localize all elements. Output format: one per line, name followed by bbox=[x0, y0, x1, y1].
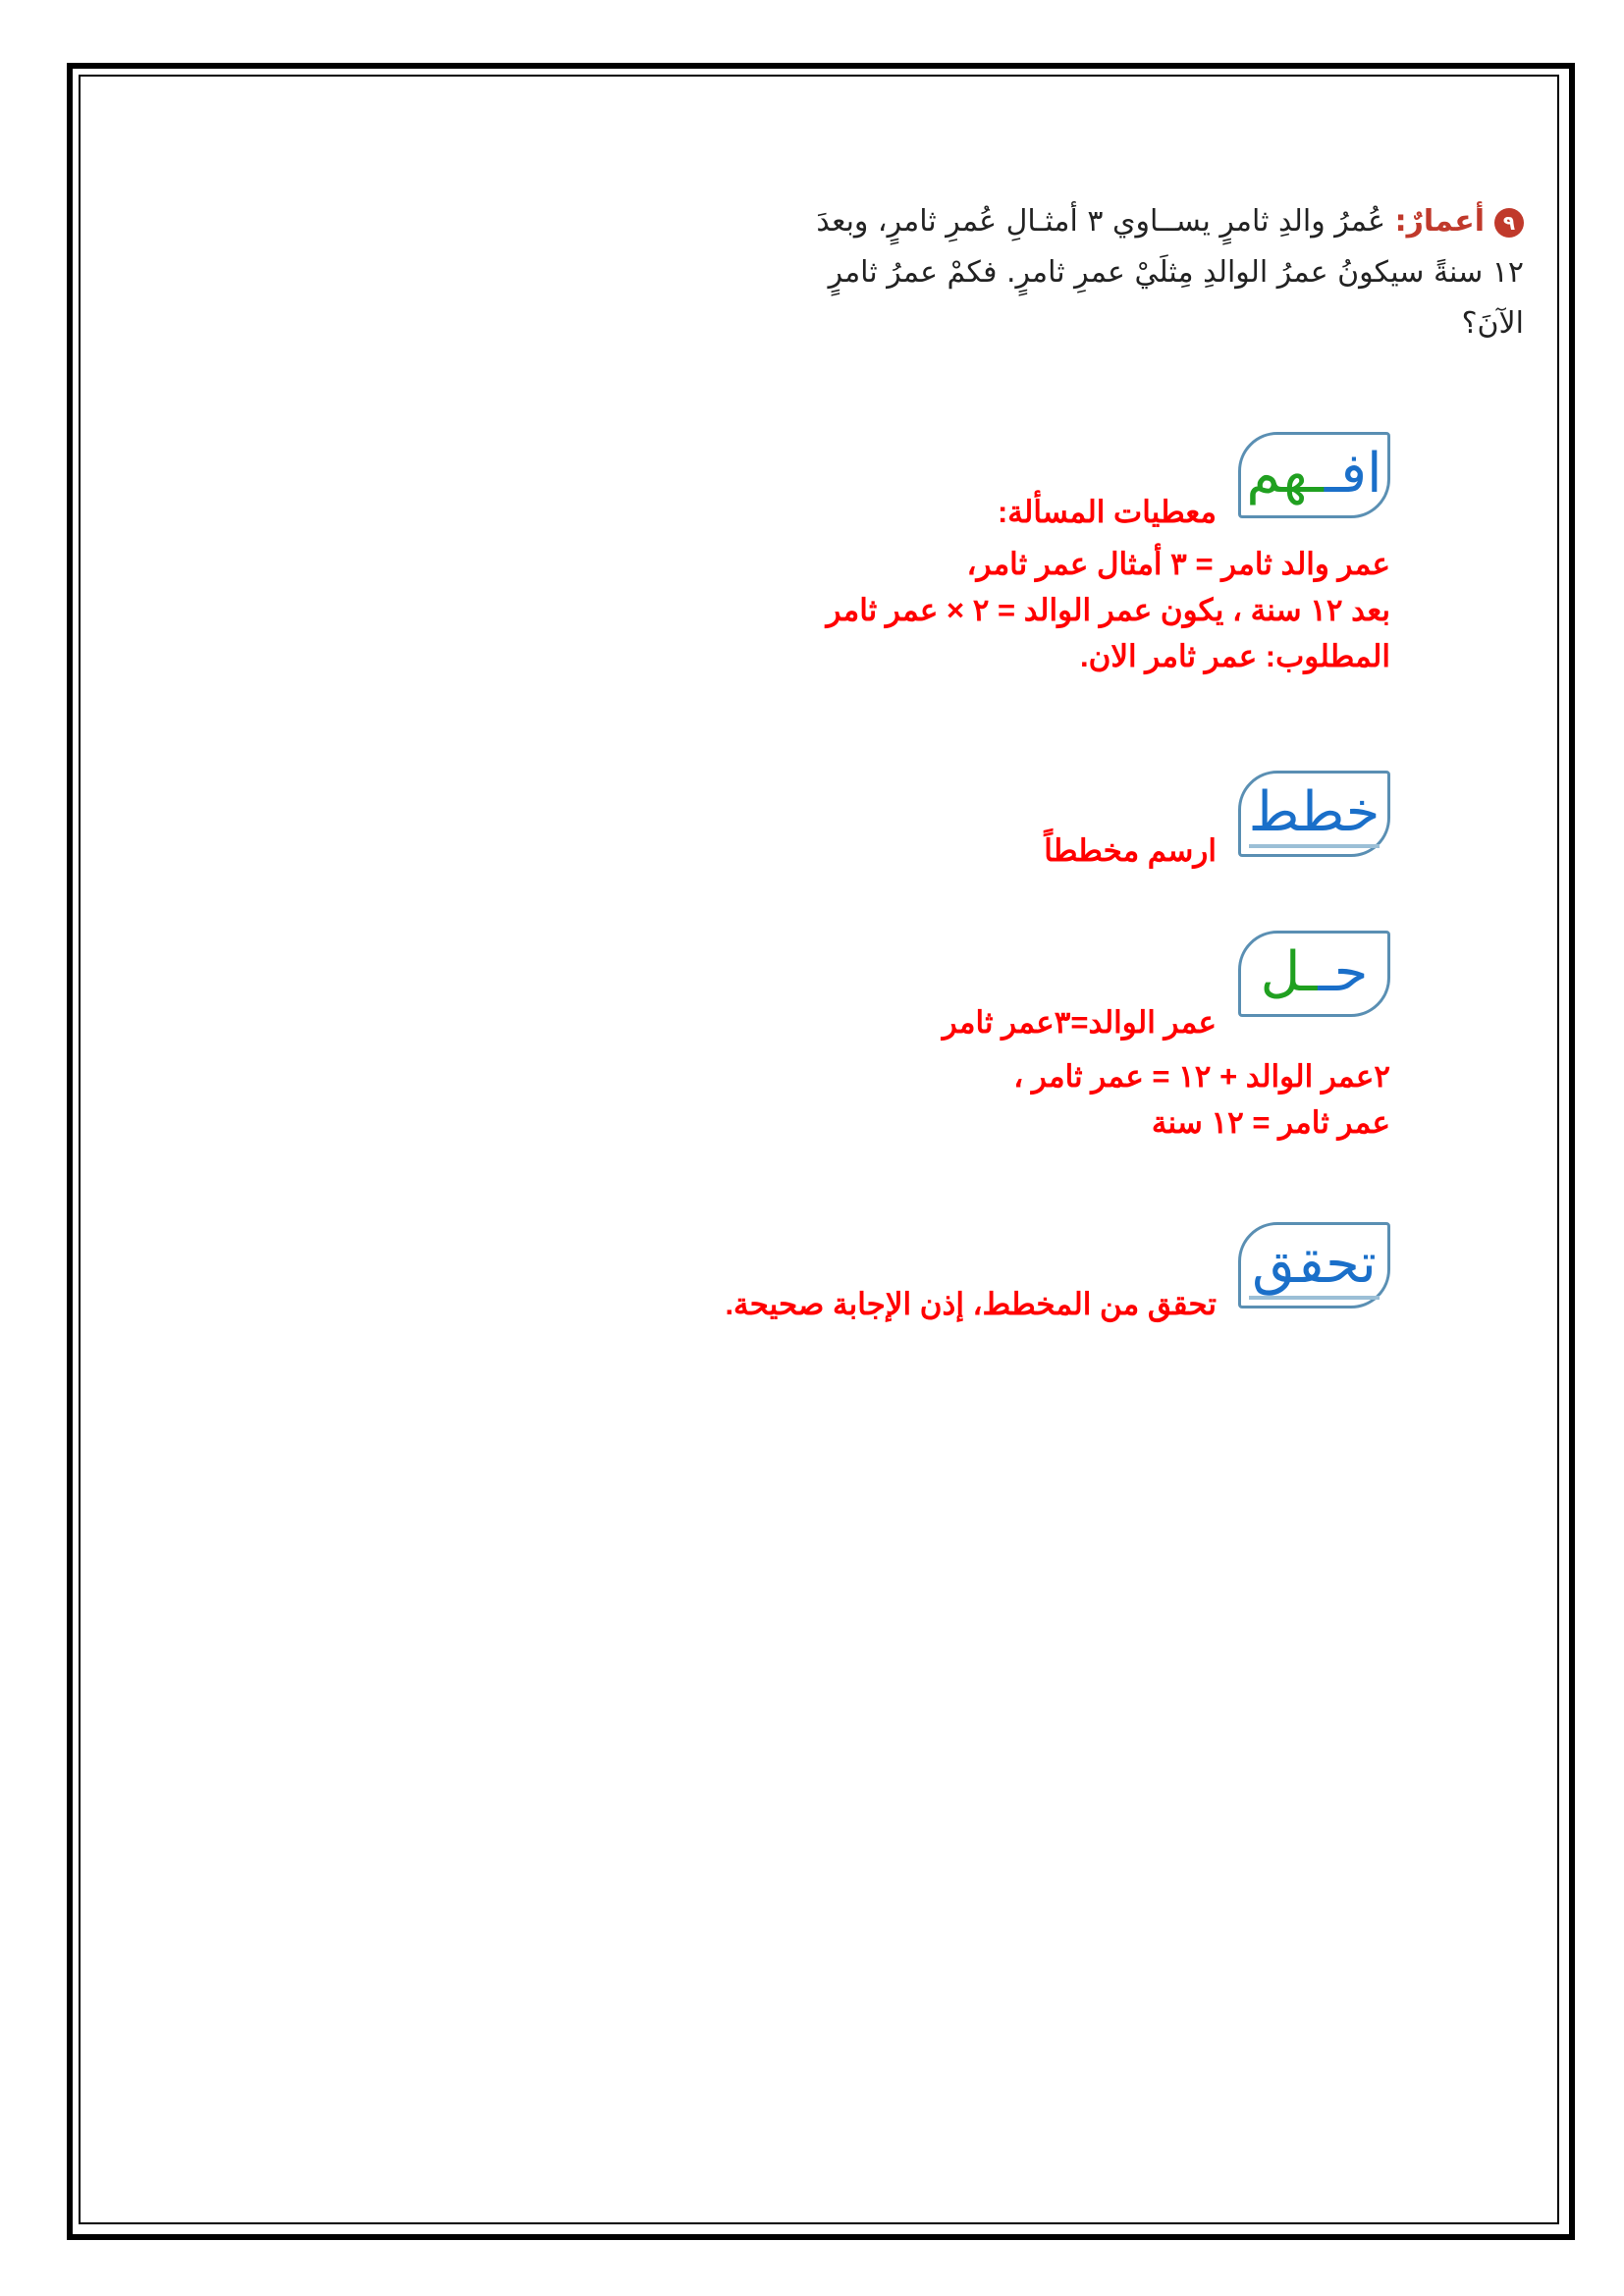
solve-label-part-1: حـ bbox=[1318, 940, 1369, 1004]
problem-statement bbox=[522, 196, 1524, 349]
understand-label-part-1: افـ bbox=[1324, 442, 1382, 506]
solve-step-icon bbox=[1238, 931, 1390, 1017]
check-label: تحقق bbox=[1252, 1232, 1377, 1296]
check-underline bbox=[1249, 1296, 1380, 1300]
understand-line: بعد ١٢ سنة ، يكون عمر الوالد = ٢ × عمر ثامر bbox=[826, 593, 1390, 627]
problem-topic: أعمارٌ: bbox=[1394, 204, 1485, 239]
problem-text-line: الآنَ؟ bbox=[1461, 306, 1524, 341]
problem-text-line: ١٢ سنةً سيكونُ عمرُ الوالدِ مِثلَيْ عمرِ ثامرٍ. فكمْ عمرُ ثامرٍ bbox=[828, 255, 1524, 290]
check-heading: تحقق من المخطط، إذن الإجابة صحيحة. bbox=[725, 1287, 1217, 1321]
understand-step-icon bbox=[1238, 432, 1390, 518]
understand-heading: معطيات المسألة: bbox=[997, 495, 1217, 529]
plan-step-icon bbox=[1238, 771, 1390, 857]
problem-line-1 bbox=[522, 196, 1524, 247]
page-border-inner bbox=[79, 75, 1559, 2224]
plan-heading: ارسم مخططاً bbox=[1044, 833, 1217, 868]
solve-line: عمر ثامر = ١٢ سنة bbox=[1151, 1105, 1390, 1140]
understand-line: المطلوب: عمر ثامر الان. bbox=[1079, 639, 1390, 673]
understand-line: عمر والد ثامر = ٣ أمثال عمر ثامر، bbox=[966, 547, 1390, 581]
solve-line: ٢عمر الوالد + ١٢ = عمر ثامر ، bbox=[1013, 1059, 1390, 1094]
problem-number-badge: ٩ bbox=[1494, 208, 1524, 238]
solve-heading: عمر الوالد=٣عمر ثامر bbox=[942, 1005, 1217, 1040]
check-step-icon bbox=[1238, 1222, 1390, 1308]
plan-underline bbox=[1249, 844, 1380, 848]
understand-label-part-2: ـهم bbox=[1246, 442, 1325, 506]
problem-text-line: عُمرُ والدِ ثامرٍ يســاوي ٣ أمثـالِ عُمرِ ثامرٍ، وبعدَ bbox=[816, 204, 1386, 239]
plan-label: خطط bbox=[1248, 780, 1380, 844]
solve-body bbox=[1013, 1053, 1390, 1146]
solve-label-part-2: ـل bbox=[1260, 940, 1319, 1004]
understand-body bbox=[827, 541, 1391, 679]
